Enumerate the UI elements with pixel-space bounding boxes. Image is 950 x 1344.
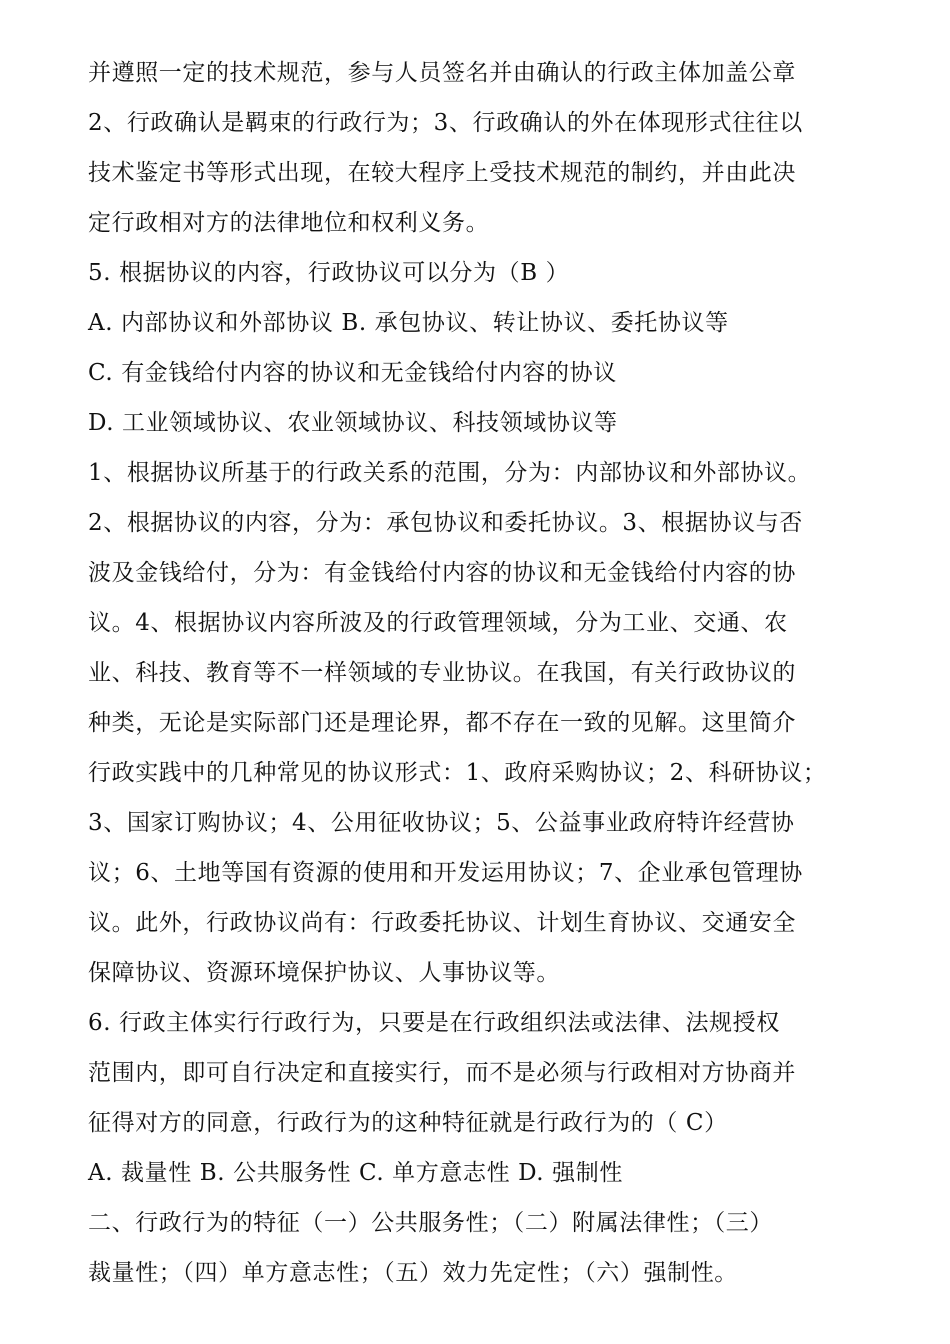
text-line: 保障协议、资源环境保护协议、人事协议等。 xyxy=(88,960,560,986)
question-5: 5. 根据协议的内容，行政协议可以分为（B ） xyxy=(88,260,570,286)
option-line: A. 裁量性 B. 公共服务性 C. 单方意志性 D. 强制性 xyxy=(88,1160,623,1186)
text-line: 波及金钱给付，分为：有金钱给付内容的协议和无金钱给付内容的协 xyxy=(88,560,796,586)
text-line: 征得对方的同意，行政行为的这种特征就是行政行为的（ C） xyxy=(88,1110,728,1136)
option-line: C. 有金钱给付内容的协议和无金钱给付内容的协议 xyxy=(88,360,617,386)
text-line: 技术鉴定书等形式出现，在较大程序上受技术规范的制约，并由此决 xyxy=(88,160,796,186)
text-line: 裁量性；（四）单方意志性；（五）效力先定性；（六）强制性。 xyxy=(88,1260,738,1286)
text-line: 1、根据协议所基于的行政关系的范围，分为：内部协议和外部协议。 xyxy=(88,460,812,486)
text-line: 业、科技、教育等不一样领域的专业协议。在我国，有关行政协议的 xyxy=(88,660,796,686)
text-line: 议；6、土地等国有资源的使用和开发运用协议；7、企业承包管理协 xyxy=(88,860,803,886)
text-line: 范围内，即可自行决定和直接实行，而不是必须与行政相对方协商并 xyxy=(88,1060,796,1086)
option-line: A. 内部协议和外部协议 B. 承包协议、转让协议、委托协议等 xyxy=(88,310,729,336)
option-line: D. 工业领域协议、农业领域协议、科技领域协议等 xyxy=(88,410,618,436)
text-line: 二、行政行为的特征（一）公共服务性；（二）附属法律性；（三） xyxy=(88,1210,773,1236)
text-line: 定行政相对方的法律地位和权利义务。 xyxy=(88,210,490,236)
question-6: 6. 行政主体实行行政行为，只要是在行政组织法或法律、法规授权 xyxy=(88,1010,780,1036)
text-line: 议。此外，行政协议尚有：行政委托协议、计划生育协议、交通安全 xyxy=(88,910,796,936)
text-line: 2、行政确认是羁束的行政行为；3、行政确认的外在体现形式往往以 xyxy=(88,110,803,136)
text-line: 种类，无论是实际部门还是理论界，都不存在一致的见解。这里简介 xyxy=(88,710,796,736)
text-line: 3、国家订购协议；4、公用征收协议；5、公益事业政府特许经营协 xyxy=(88,810,795,836)
text-line: 行政实践中的几种常见的协议形式：1、政府采购协议；2、科研协议； xyxy=(88,760,827,786)
text-line: 议。4、根据协议内容所波及的行政管理领域，分为工业、交通、农 xyxy=(88,610,788,636)
text-line: 2、根据协议的内容，分为：承包协议和委托协议。3、根据协议与否 xyxy=(88,510,803,536)
text-line: 并遵照一定的技术规范，参与人员签名并由确认的行政主体加盖公章 xyxy=(88,60,796,86)
